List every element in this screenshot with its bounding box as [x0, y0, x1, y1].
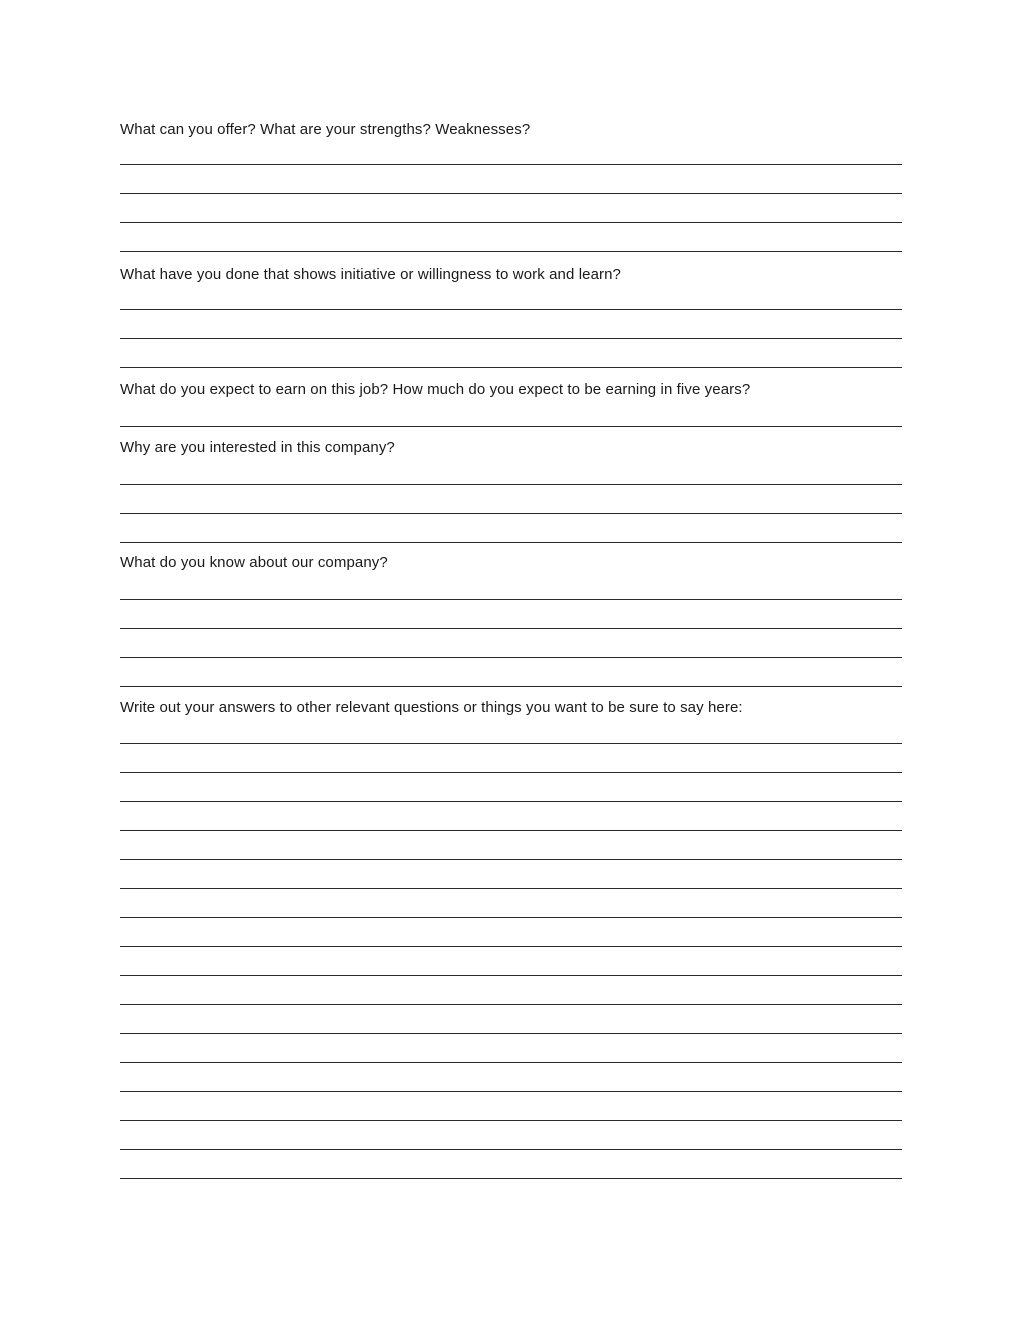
question-interest: Why are you interested in this company?: [120, 439, 395, 456]
answer-line[interactable]: [120, 251, 902, 252]
answer-line[interactable]: [120, 1062, 902, 1063]
answer-line[interactable]: [120, 542, 902, 543]
answer-line[interactable]: [120, 743, 902, 744]
answer-line[interactable]: [120, 1004, 902, 1005]
answer-line[interactable]: [120, 513, 902, 514]
answer-line[interactable]: [120, 309, 902, 310]
answer-line[interactable]: [120, 1120, 902, 1121]
answer-line[interactable]: [120, 1178, 902, 1179]
answer-line[interactable]: [120, 1149, 902, 1150]
answer-line[interactable]: [120, 599, 902, 600]
answer-line[interactable]: [120, 193, 902, 194]
answer-line[interactable]: [120, 859, 902, 860]
question-earnings: What do you expect to earn on this job? How much do you expect to be earning in five years?: [120, 381, 751, 398]
answer-line[interactable]: [120, 801, 902, 802]
answer-line[interactable]: [120, 222, 902, 223]
answer-line[interactable]: [120, 946, 902, 947]
answer-line[interactable]: [120, 1091, 902, 1092]
question-company-knowledge: What do you know about our company?: [120, 554, 388, 571]
answer-line[interactable]: [120, 830, 902, 831]
question-strengths: What can you offer? What are your strengths? Weaknesses?: [120, 121, 531, 138]
answer-line[interactable]: [120, 917, 902, 918]
answer-line[interactable]: [120, 772, 902, 773]
answer-line[interactable]: [120, 657, 902, 658]
answer-line[interactable]: [120, 484, 902, 485]
answer-line[interactable]: [120, 426, 902, 427]
answer-line[interactable]: [120, 975, 902, 976]
answer-line[interactable]: [120, 338, 902, 339]
answer-line[interactable]: [120, 164, 902, 165]
answer-line[interactable]: [120, 686, 902, 687]
question-other-answers: Write out your answers to other relevant questions or things you want to be sure to say here:: [120, 699, 743, 716]
answer-line[interactable]: [120, 367, 902, 368]
answer-line[interactable]: [120, 628, 902, 629]
question-initiative: What have you done that shows initiative or willingness to work and learn?: [120, 266, 622, 283]
answer-line[interactable]: [120, 888, 902, 889]
answer-line[interactable]: [120, 1033, 902, 1034]
